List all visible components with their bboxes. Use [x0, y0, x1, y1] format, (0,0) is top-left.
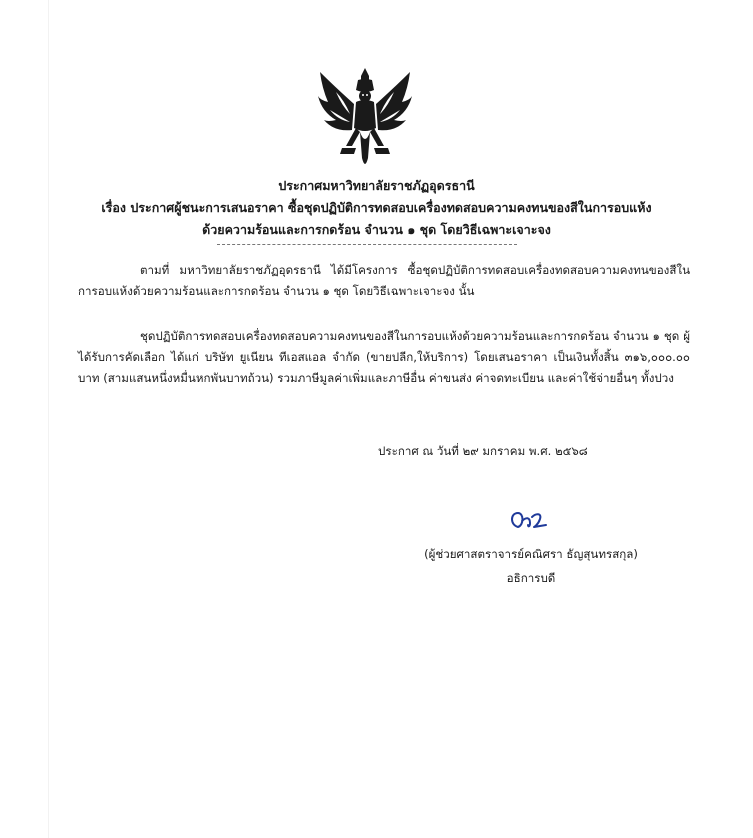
- signer-name: (ผู้ช่วยศาสตราจารย์คณิศรา ธัญสุนทรสกุล): [424, 547, 638, 561]
- announcement-heading: ประกาศมหาวิทยาลัยราชภัฏอุดรธานี: [278, 178, 475, 193]
- announcement-subject-line1: เรื่อง ประกาศผู้ชนะการเสนอราคา ซื้อชุดปฏิบัติการทดสอบเครื่องทดสอบความคงทนของสีในการอบแห้ง: [101, 200, 652, 215]
- handwritten-signature: [508, 505, 558, 535]
- paragraph-winner: ชุดปฏิบัติการทดสอบเครื่องทดสอบความคงทนของสีในการอบแห้งด้วยความร้อนและการกดร้อน จำนวน ๑ ชุด ผู้ได้รับการคัดเลือก ได้แก่ บริษัท ยูเนียน ทีเอสแอล จำกัด (ขายปลีก,ให้บริการ) โดยเสนอราคา เป็นเงินทั้งสิ้น ๓๑๖,๐๐๐.๐๐ บาท (สามแสนหนึ่งหมื่นหกพันบาทถ้วน) รวมภาษีมูลค่าเพิ่มและภาษีอื่น ค่าขนส่ง ค่าจดทะเบียน และค่าใช้จ่ายอื่นๆ ทั้งปวง: [78, 329, 690, 385]
- signer-title: อธิการบดี: [506, 571, 556, 585]
- announcement-subject-line2: ด้วยความร้อนและการกดร้อน จำนวน ๑ ชุด โดยวิธีเฉพาะเจาะจง: [202, 222, 551, 237]
- dashed-divider: [217, 244, 517, 245]
- announcement-date: ประกาศ ณ วันที่ ๒๙ มกราคม พ.ศ. ๒๕๖๘: [378, 444, 588, 458]
- page-margin-line: [48, 0, 49, 838]
- garuda-emblem: [316, 66, 414, 174]
- paragraph-intro: ตามที่ มหาวิทยาลัยราชภัฏอุดรธานี ได้มีโครงการ ซื้อชุดปฏิบัติการทดสอบเครื่องทดสอบความคงทนของสีในการอบแห้งด้วยความร้อนและการกดร้อน จำนวน ๑ ชุด โดยวิธีเฉพาะเจาะจง นั้น: [78, 263, 690, 298]
